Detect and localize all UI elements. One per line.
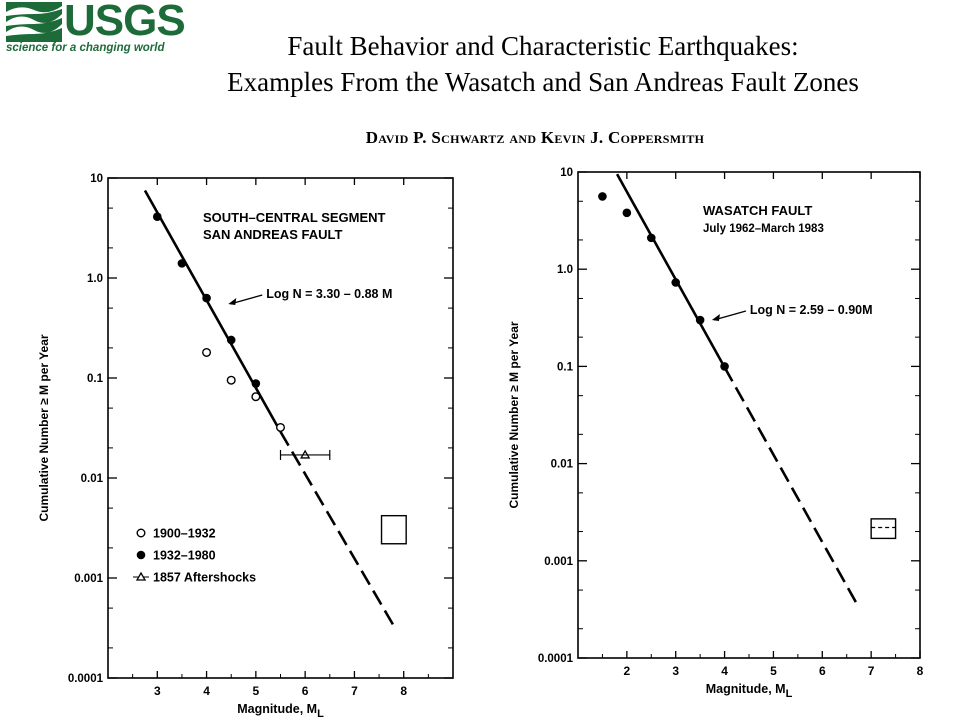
y-tick-label: 1.0 bbox=[87, 273, 103, 285]
x-tick-label: 2 bbox=[623, 664, 631, 678]
y-axis-label: Cumulative Number ≥ M per Year bbox=[37, 334, 51, 522]
y-tick-label: 0.1 bbox=[87, 373, 103, 385]
x-tick-label: 8 bbox=[400, 684, 408, 698]
data-point-filled bbox=[623, 209, 632, 218]
y-tick-label: 10 bbox=[90, 173, 103, 185]
legend-entry-label: 1900–1932 bbox=[153, 526, 216, 541]
panel-title: SOUTH–CENTRAL SEGMENT bbox=[203, 210, 386, 225]
title-line-1: Fault Behavior and Characteristic Earthquakes: bbox=[287, 31, 799, 61]
data-point-filled bbox=[720, 362, 729, 371]
y-tick-label: 1.0 bbox=[557, 264, 573, 277]
fit-line-dashed bbox=[725, 367, 859, 607]
x-tick-label: 7 bbox=[867, 664, 875, 678]
fit-equation-label: Log N = 2.59 – 0.90M bbox=[749, 303, 873, 318]
x-axis-label: Magnitude, ML bbox=[705, 682, 793, 700]
legend-entry-label: 1932–1980 bbox=[153, 548, 216, 563]
authors: David P. Schwartz and Kevin J. Coppersmith bbox=[365, 128, 705, 147]
x-tick-label: 5 bbox=[770, 664, 777, 678]
legend-entry-label: 1857 Aftershocks bbox=[153, 570, 257, 585]
characteristic-earthquake-box bbox=[871, 519, 895, 539]
panel-title: SAN ANDREAS FAULT bbox=[203, 227, 343, 242]
y-axis-label: Cumulative Number ≥ M per Year bbox=[507, 321, 521, 509]
y-tick-label: 10 bbox=[560, 167, 573, 179]
x-tick-label: 3 bbox=[672, 664, 680, 678]
fit-arrow-head bbox=[712, 314, 720, 321]
x-tick-label: 8 bbox=[916, 664, 924, 678]
data-point-filled bbox=[696, 316, 705, 325]
data-point-filled bbox=[647, 234, 656, 243]
x-tick-label: 5 bbox=[252, 684, 260, 698]
panel-title: WASATCH FAULT bbox=[703, 203, 813, 218]
plot-frame bbox=[578, 172, 920, 658]
fit-equation-label: Log N = 3.30 – 0.88 M bbox=[266, 286, 393, 301]
y-tick-label: 0.1 bbox=[557, 361, 573, 374]
usgs-wordmark: USGS bbox=[64, 0, 185, 45]
usgs-tagline: science for a changing world bbox=[6, 42, 165, 54]
y-tick-label: 0.0001 bbox=[67, 673, 103, 685]
title-line-2: Examples From the Wasatch and San Andreas Fault Zones bbox=[227, 67, 859, 97]
y-tick-label: 0.01 bbox=[80, 473, 103, 485]
y-tick-label: 0.01 bbox=[550, 458, 573, 471]
x-tick-label: 7 bbox=[351, 684, 358, 698]
x-tick-label: 4 bbox=[203, 684, 210, 698]
x-tick-label: 3 bbox=[153, 684, 161, 698]
y-tick-label: 0.001 bbox=[74, 573, 103, 585]
panel-title: July 1962–March 1983 bbox=[703, 223, 824, 235]
x-tick-label: 6 bbox=[301, 684, 309, 698]
x-axis-label: Magnitude, ML bbox=[237, 702, 324, 720]
x-tick-label: 6 bbox=[818, 664, 826, 678]
data-point-filled bbox=[598, 192, 607, 201]
data-point-filled bbox=[671, 278, 680, 287]
x-tick-label: 4 bbox=[721, 664, 728, 678]
y-tick-label: 0.001 bbox=[544, 555, 573, 568]
y-tick-label: 0.0001 bbox=[537, 653, 573, 665]
